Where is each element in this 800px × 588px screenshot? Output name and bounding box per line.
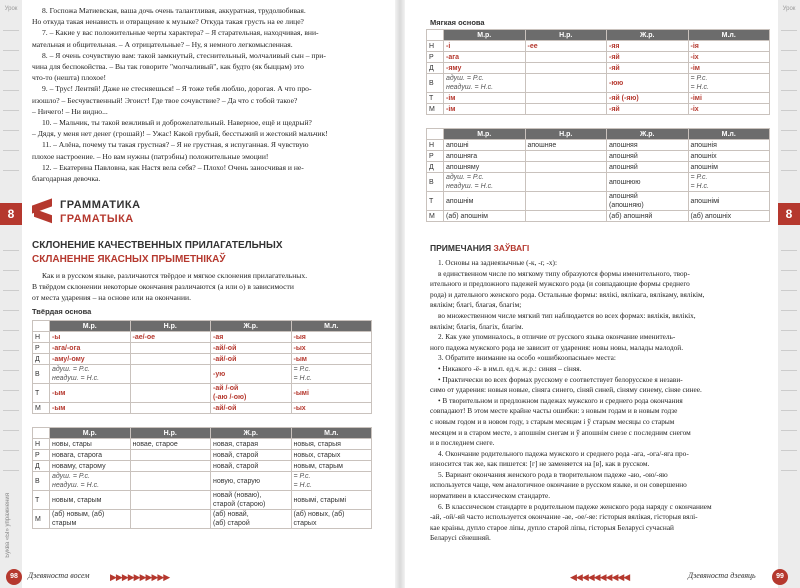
text-line: 11. – Алёна, почему ты такая грустная? – Я не грустная, я испуганная. Я чувствую: [42, 140, 309, 150]
table-cell: [525, 93, 607, 104]
table-row: [427, 151, 770, 162]
case-label: Т: [33, 491, 50, 510]
table-row: [33, 332, 372, 343]
soft-example-table-wrap: [426, 128, 770, 222]
intro-line: от места ударения – на основе или на окончании.: [32, 293, 192, 302]
table-cell: (аб) новых, (аб) старых: [291, 510, 372, 529]
case-label: М: [33, 403, 50, 414]
table-cell: = Р.с. = Н.с.: [291, 472, 372, 491]
table-cell: апошняя: [607, 140, 689, 151]
case-label: М: [33, 510, 50, 529]
table-row: [427, 173, 770, 192]
table-cell: апошняму: [444, 162, 526, 173]
table-cell: [525, 173, 607, 192]
page-number: 98: [6, 569, 22, 585]
page-number-words: Дзевяноста дзевяць: [688, 571, 756, 580]
header-corner: [427, 30, 444, 41]
column-header: Н.р.: [525, 30, 607, 41]
case-label: Н: [427, 41, 444, 52]
margin-title: Урок: [4, 6, 18, 12]
table-cell: апошняй: [607, 151, 689, 162]
column-header: М.л.: [291, 428, 372, 439]
text-line: 7. – Какие у вас положительные черты характера? – Я старательная, находчивая, вни-: [42, 28, 319, 38]
table-cell: -іх: [688, 52, 770, 63]
text-line: 10. – Мальчик, ты такой вежливый и доброжелательный. Наверное, ещё и щедрый?: [42, 118, 312, 128]
note-line: • В творительном и предложном падежах мужского и среднего рода окончания: [438, 395, 683, 405]
case-label: Н: [427, 140, 444, 151]
right-footer: [400, 566, 800, 588]
table-cell: -ую: [211, 365, 292, 384]
table-cell: апошняй: [607, 162, 689, 173]
table-row: [427, 52, 770, 63]
note-line: симо от ударения: новыя новые, сіняга синего, сіняй синей, сіняму синему, сіняе синее.: [430, 385, 702, 395]
table-cell: адуш. = Р.с. неадуш. = Н.с.: [444, 74, 526, 93]
text-line: 9. – Трус! Лентяй! Даже не стесняешься! – Я тоже тебя люблю, дорогая. А что про-: [42, 84, 312, 94]
column-header: Ж.р.: [607, 129, 689, 140]
table-cell: новую, старую: [211, 472, 292, 491]
table-cell: апошняга: [444, 151, 526, 162]
table-cell: [525, 151, 607, 162]
note-line: вялікім; благі, благая, благім;: [430, 300, 522, 310]
text-line: изошло? – Бесчувственный! Эгоист! Где твое сочувствие? – Да что с тобой такое?: [32, 95, 298, 105]
table-cell: -ім: [444, 104, 526, 115]
table-cell: [130, 461, 211, 472]
text-line: чина для беспокойства. – Вы так говорите "молчаливый", как будто (як быццам) это: [32, 62, 304, 72]
note-line: рода) и дательного женского рода. Остальные формы: вялікі, вялікага, вялікаму, вялікім,: [430, 289, 705, 299]
soft-base-title: Мягкая основа: [430, 18, 485, 27]
table-row: [427, 74, 770, 93]
hard-example-table: [32, 427, 372, 529]
table-cell: [525, 162, 607, 173]
table-row: [427, 41, 770, 52]
table-row: [33, 461, 372, 472]
note-line: 3. Обратите внимание на особо «ошибкоопасные» места:: [438, 353, 616, 363]
table-cell: -ым: [50, 384, 131, 403]
table-cell: апошняе: [525, 140, 607, 151]
text-line: плохое настроение. – Но вам нужны (патрэбны) положительные эмоции!: [32, 151, 269, 161]
table-cell: [130, 343, 211, 354]
table-cell: новым, старым: [50, 491, 131, 510]
table-cell: = Р.с. = Н.с.: [688, 74, 770, 93]
table-cell: -ым: [291, 354, 372, 365]
note-line: месяцем и в старом месте, з апошнім снегам и ў апошнім снезе с последним снегом: [430, 427, 691, 437]
note-line: износится так же, как пишется: [г] не заменяется на [в], как в русском.: [430, 459, 650, 469]
note-line: 2. Как уже упоминалось, в отличие от русского языка окончание именитель-: [438, 332, 676, 342]
case-label: М: [427, 211, 444, 222]
table-cell: (аб) апошняй: [607, 211, 689, 222]
table-cell: [525, 211, 607, 222]
column-header: Н.р.: [525, 129, 607, 140]
table-row: [33, 439, 372, 450]
column-header: Н.р.: [130, 321, 211, 332]
table-cell: = Р.с. = Н.с.: [688, 173, 770, 192]
table-cell: новыя, старыя: [291, 439, 372, 450]
text-line: 12. – Екатерина Павловна, как Настя вела себя? – Плохо! Очень заносчивая и не-: [42, 162, 304, 172]
chevrons-icon: ▶▶▶▶▶▶▶▶▶▶: [110, 572, 170, 582]
table-cell: (аб) новым, (аб) старым: [50, 510, 131, 529]
header-corner: [33, 321, 50, 332]
table-cell: -ых: [291, 403, 372, 414]
table-cell: -яму: [444, 63, 526, 74]
table-cell: новай, старой: [211, 450, 292, 461]
table-cell: -ай/-ой: [211, 403, 292, 414]
table-cell: [130, 472, 211, 491]
intro-text: [32, 270, 382, 317]
note-line: ного падежа мужского рода не зависит от ударения: новы новы, малады малодой.: [430, 342, 684, 352]
column-header: М.л.: [291, 321, 372, 332]
table-row: [427, 63, 770, 74]
table-cell: новае, старое: [130, 439, 211, 450]
text-line: – Дядя, у меня нет денег (грошай)! – Ужас! Какой грубый, бесстыжий и жестокий мальчик!: [32, 129, 328, 139]
note-line: • Никакого -ё- в им.п. ед.ч. ж.р.: синяя – сіняя.: [438, 363, 582, 373]
table-cell: апошніх: [688, 151, 770, 162]
note-line: 4. Окончание родительного падежа мужского и среднего рода -ага, -ога/-яга про-: [438, 448, 689, 458]
table-cell: -ай/-ой: [211, 343, 292, 354]
table-cell: -аму/-ому: [50, 354, 131, 365]
soft-endings-table: [426, 29, 770, 115]
column-header: Ж.р.: [211, 428, 292, 439]
table-cell: -ага/-ога: [50, 343, 131, 354]
case-label: В: [33, 365, 50, 384]
table-cell: апошнюю: [607, 173, 689, 192]
note-line: и в последнем снеге.: [430, 438, 495, 448]
table-cell: апошнія: [688, 140, 770, 151]
note-line: нормативен в классическом стандарте.: [430, 491, 551, 501]
note-line: 1. Основы на заднеязычные (-к, -г, -х):: [438, 258, 557, 267]
notes-title: [430, 243, 529, 253]
notes-title-by: ЗАЎВАГІ: [493, 243, 530, 253]
table-cell: -ымі: [291, 384, 372, 403]
table-row: [427, 104, 770, 115]
table-cell: адуш. = Р.с. неадуш. = Н.с.: [50, 472, 131, 491]
table-row: [33, 472, 372, 491]
case-label: В: [427, 173, 444, 192]
table-cell: -ая: [211, 332, 292, 343]
table-row: [33, 384, 372, 403]
table-cell: -ее: [525, 41, 607, 52]
note-line: ительного и предложного падежей мужского рода (и совпадающие формы среднего: [430, 279, 690, 289]
case-label: Н: [33, 332, 50, 343]
table-cell: (аб) апошніх: [688, 211, 770, 222]
margin-vertical-label: Буква «Ы» упражнения: [5, 493, 11, 558]
table-cell: -ім: [444, 93, 526, 104]
right-page: [400, 0, 800, 588]
case-label: Т: [427, 192, 444, 211]
column-header: М.р.: [444, 129, 526, 140]
note-line: Беларусі сёнешняй.: [430, 533, 491, 543]
chapter-tab: 8: [778, 203, 800, 225]
case-label: Р: [427, 151, 444, 162]
table-row: [33, 450, 372, 461]
note-line: в единственном числе по мягкому типу образуются формы именительного, твор-: [438, 268, 690, 278]
table-cell: -яя: [607, 41, 689, 52]
table-row: [427, 192, 770, 211]
case-label: Д: [33, 461, 50, 472]
table-cell: -яй (-яю): [607, 93, 689, 104]
intro-line: Как и в русском языке, различаются твёрдое и мягкое склонения прилагательных.: [42, 271, 308, 280]
text-line: – Ничего! – Ни видно...: [32, 106, 108, 116]
table-cell: -ага: [444, 52, 526, 63]
table-cell: = Р.с. = Н.с.: [291, 365, 372, 384]
note-line: кае краіны, дупло старое ліпы, дупло старой ліпы, гісторыя Беларусі сучаснай: [430, 522, 674, 532]
table-cell: апошнімі: [688, 192, 770, 211]
section-title-ru: СКЛОНЕНИЕ КАЧЕСТВЕННЫХ ПРИЛАГАТЕЛЬНЫХ: [32, 240, 283, 251]
hard-endings-table-wrap: [32, 320, 372, 414]
note-line: используется чаще, чем аналогичное окончание в русском языке, и он совершенно: [430, 480, 687, 490]
table-cell: -ых: [291, 343, 372, 354]
table-cell: [130, 384, 211, 403]
grammar-title-ru: ГРАММАТИКА: [60, 199, 141, 211]
table-cell: новаму, старому: [50, 461, 131, 472]
column-header: Н.р.: [130, 428, 211, 439]
text-line: мательная и общительная. – А отрицательные? – Ну, я немного легкомысленная.: [32, 39, 293, 49]
table-cell: (аб) апошнім: [444, 211, 526, 222]
table-cell: апошні: [444, 140, 526, 151]
table-cell: новы, стары: [50, 439, 131, 450]
case-label: Т: [33, 384, 50, 403]
table-row: [427, 140, 770, 151]
grammar-logo-icon: [32, 198, 54, 224]
intro-line: В твёрдом склонении некоторые окончания различаются (а или о) в зависимости: [32, 282, 294, 291]
table-cell: -юю: [607, 74, 689, 93]
table-cell: -яй: [607, 52, 689, 63]
note-line: вялікім; благія, благіх, благім.: [430, 321, 524, 331]
table-cell: новай, старой: [211, 461, 292, 472]
table-cell: -ай/-ой: [211, 354, 292, 365]
table-cell: адуш. = Р.с. неадуш. = Н.с.: [50, 365, 131, 384]
left-footer: [0, 566, 400, 588]
right-margin-strip: [778, 0, 800, 588]
table-cell: [525, 52, 607, 63]
table-cell: новага, старога: [50, 450, 131, 461]
note-line: -ай, -ой/-яй часто используется окончание -ае, -ое/-яе: гісторыя вялікая, гісторыя вялі-: [430, 512, 698, 522]
grammar-title-by: ГРАМАТЫКА: [60, 213, 134, 225]
table-row: [33, 403, 372, 414]
table-cell: -ыя: [291, 332, 372, 343]
table-cell: -і: [444, 41, 526, 52]
table-cell: новых, старых: [291, 450, 372, 461]
table-cell: [525, 63, 607, 74]
table-cell: -ія: [688, 41, 770, 52]
note-line: 6. В классическом стандарте в родительном падеже женского рода наряду с окончанием: [438, 501, 712, 511]
note-line: совпадают! В этом месте крайне часты ошибки: з новым годам и в новым годзе: [430, 406, 678, 416]
table-cell: -ім: [688, 63, 770, 74]
table-cell: новым, старым: [291, 461, 372, 472]
column-header: М.р.: [50, 428, 131, 439]
case-label: Д: [427, 63, 444, 74]
column-header: М.р.: [444, 30, 526, 41]
case-label: Д: [427, 162, 444, 173]
case-label: Р: [33, 343, 50, 354]
notes-title-ru: ПРИМЕЧАНИЯ: [430, 243, 492, 253]
table-cell: апошнім: [444, 192, 526, 211]
table-cell: новай (новаю), старой (старою): [211, 491, 292, 510]
table-cell: [130, 450, 211, 461]
table-cell: [130, 510, 211, 529]
table-cell: [130, 403, 211, 414]
left-margin-strip: [0, 0, 22, 588]
text-line: что-то (нешта) плохое!: [32, 73, 107, 83]
exercise-text: [32, 5, 382, 184]
header-corner: [33, 428, 50, 439]
table-cell: (аб) новай, (аб) старой: [211, 510, 292, 529]
column-header: Ж.р.: [607, 30, 689, 41]
case-label: Д: [33, 354, 50, 365]
table-row: [427, 211, 770, 222]
table-row: [33, 491, 372, 510]
column-header: М.л.: [688, 129, 770, 140]
hard-endings-table: [32, 320, 372, 414]
table-cell: апошнім: [688, 162, 770, 173]
table-row: [33, 354, 372, 365]
table-cell: -імі: [688, 93, 770, 104]
table-cell: -яй: [607, 63, 689, 74]
table-cell: [525, 74, 607, 93]
chevrons-icon: ◀◀◀◀◀◀◀◀◀◀: [570, 572, 630, 582]
table-cell: -ым: [50, 403, 131, 414]
table-row: [33, 510, 372, 529]
column-header: М.л.: [688, 30, 770, 41]
page-number-words: Дзевяноста восем: [28, 571, 90, 580]
note-line: • Практически во всех формах русскому е соответствует белорусское я незави-: [438, 374, 683, 384]
table-cell: -ы: [50, 332, 131, 343]
case-label: В: [427, 74, 444, 93]
section-title-by: СКЛАНЕННЕ ЯКАСНЫХ ПРЫМЕТНІКАЎ: [32, 254, 226, 265]
table-cell: [130, 491, 211, 510]
text-line: 8. – Я очень сочувствую вам: такой замкнутый, стеснительный, молчаливый сын – при-: [42, 50, 326, 60]
table-cell: апошняй (апошняю): [607, 192, 689, 211]
table-cell: [130, 354, 211, 365]
table-cell: -ай /-ой (-аю /-ою): [211, 384, 292, 403]
table-cell: -іх: [688, 104, 770, 115]
chapter-tab: 8: [0, 203, 22, 225]
hard-example-table-wrap: [32, 427, 372, 529]
text-line: благодарная девочка.: [32, 174, 101, 184]
header-corner: [427, 129, 444, 140]
note-line: с новым годом и в новом году, з старым месяцам і ў старым месяцы со старым: [430, 416, 675, 426]
table-cell: новая, старая: [211, 439, 292, 450]
column-header: М.р.: [50, 321, 131, 332]
hard-base-title: Твёрдая основа: [32, 307, 92, 316]
table-cell: [130, 365, 211, 384]
note-line: во множественном числе мягкий тип наблюдается во всех формах: вялікія, вялікіх,: [438, 310, 696, 320]
table-row: [427, 93, 770, 104]
table-cell: -ае/-ое: [130, 332, 211, 343]
case-label: Т: [427, 93, 444, 104]
table-cell: адуш. = Р.с. неадуш. = Н.с.: [444, 173, 526, 192]
column-header: Ж.р.: [211, 321, 292, 332]
case-label: Н: [33, 439, 50, 450]
case-label: М: [427, 104, 444, 115]
page-number: 99: [772, 569, 788, 585]
text-line: 8. Госпожа Матиевская, ваша дочь очень талантливая, аккуратная, трудолюбивая.: [42, 6, 306, 15]
book-gutter: [395, 0, 405, 588]
table-cell: [525, 192, 607, 211]
soft-endings-table-wrap: [426, 29, 770, 115]
margin-title: Урок: [782, 6, 796, 12]
table-row: [33, 365, 372, 384]
case-label: Р: [33, 450, 50, 461]
soft-example-table: [426, 128, 770, 222]
table-row: [33, 343, 372, 354]
text-line: Но откуда такая ненависть и отвращение к музыке? Откуда такая грусть на ее лице?: [32, 17, 304, 27]
table-cell: новымі, старымі: [291, 491, 372, 510]
case-label: В: [33, 472, 50, 491]
table-cell: [525, 104, 607, 115]
notes-text: [430, 258, 766, 544]
note-line: 5. Вариант окончания женского рода в творительном падеже -аю, -ою/-яю: [438, 469, 668, 479]
case-label: Р: [427, 52, 444, 63]
table-row: [427, 162, 770, 173]
table-cell: -яй: [607, 104, 689, 115]
